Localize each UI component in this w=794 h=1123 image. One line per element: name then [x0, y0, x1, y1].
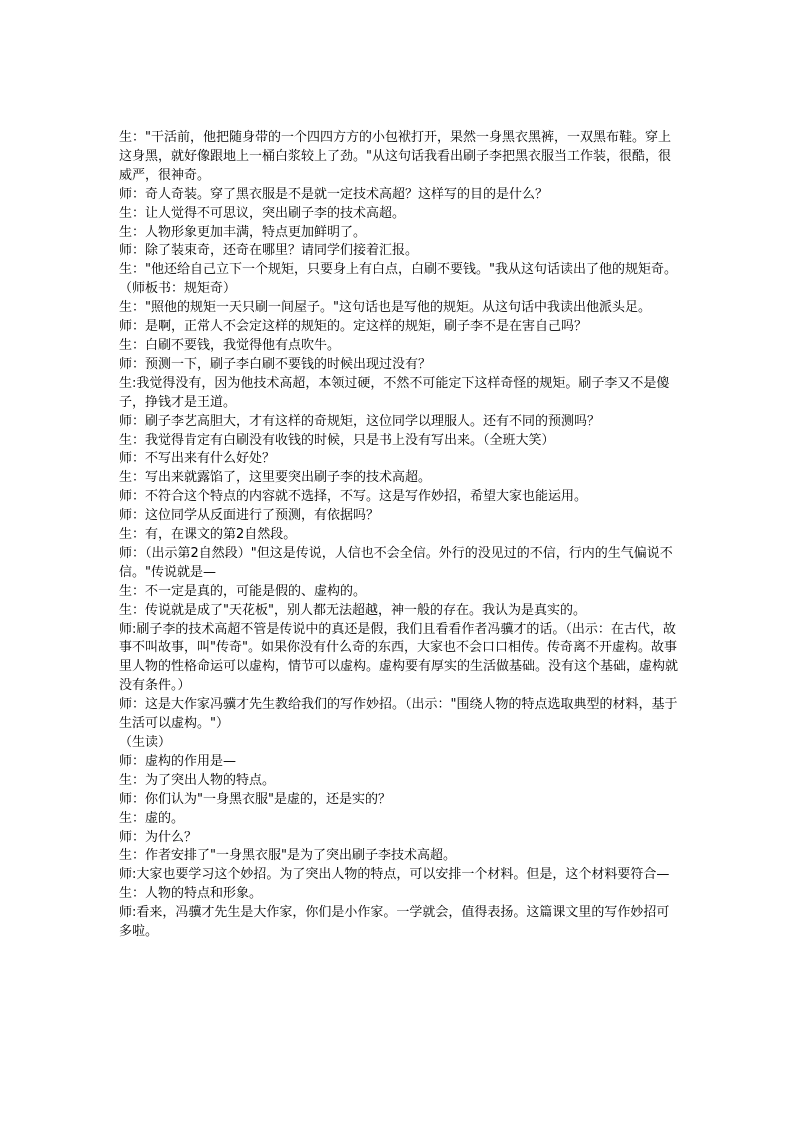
paragraph: 生："干活前，他把随身带的一个四四方方的小包袱打开，果然一身黑衣黑裤，一双黑布鞋。穿上这身黑，就好像跟地上一桶白浆较上了劲。"从这句话我看出刷子李把黑衣服当工作装，很酷，很威严，很神奇。: [119, 130, 671, 183]
paragraph: 生：虚的。: [119, 810, 185, 826]
paragraph: （生读）: [119, 735, 172, 750]
paragraph: 师：这是大作家冯骥才先生教给我们的写作妙招。（出示："围绕人物的特点选取典型的材料，基于生活可以虚构。"）: [119, 697, 678, 732]
paragraph: 生：传说就是成了"天花板"，别人都无法超越，神一般的存在。我认为是真实的。: [119, 602, 586, 618]
paragraph: 师:大家也要学习这个妙招。为了突出人物的特点，可以安排一个材料。但是，这个材料要符合—生：人物的特点和形象。: [119, 867, 670, 902]
paragraph: 生：我觉得肯定有白刷没有收钱的时候，只是书上没有写出来。（全班大笑）: [119, 432, 555, 448]
paragraph: （师板书：规矩奇）: [119, 281, 237, 297]
paragraph: 生：白刷不要钱，我觉得他有点吹牛。: [119, 337, 341, 353]
paragraph: 师：不符合这个特点的内容就不选择，不写。这是写作妙招，希望大家也能运用。: [119, 489, 588, 505]
paragraph: 生:我觉得没有，因为他技术高超，本领过硬，不然不可能定下这样奇怪的规矩。刷子李又不是傻子，挣钱才是王道。: [119, 375, 670, 410]
paragraph: 师：虚构的作用是—: [119, 753, 237, 769]
paragraph: 生：作者安排了"一身黑衣服"是为了突出刷子李技术高超。: [119, 848, 456, 864]
paragraph: 师：不写出来有什么好处？: [119, 451, 276, 467]
paragraph: 师：你们认为"一身黑衣服"是虚的，还是实的？: [119, 791, 391, 807]
paragraph: 师：是啊，正常人不会定这样的规矩的。定这样的规矩，刷子李不是在害自己吗？: [119, 319, 588, 335]
paragraph: 师：为什么？: [119, 829, 198, 845]
paragraph: 师：奇人奇装。穿了黑衣服是不是就一定技术高超？这样写的目的是什么？: [119, 186, 549, 202]
paragraph: 生："照他的规矩一天只刷一间屋子。"这句话也是写他的规矩。从这句话中我读出他派头足。: [119, 300, 651, 316]
paragraph: 生："他还给自己立下一个规矩，只要身上有白点，白刷不要钱。"我从这句话读出了他的规矩奇。: [119, 262, 677, 278]
paragraph: 师:看来，冯骥才先生是大作家，你们是小作家。一学就会，值得表扬。这篇课文里的写作妙招可多啦。: [119, 905, 670, 940]
document-body: [119, 129, 679, 942]
paragraph: 生：让人觉得不可思议，突出刷子李的技术高超。: [119, 205, 406, 221]
paragraph: 生：不一定是真的，可能是假的、虚构的。: [119, 583, 367, 599]
paragraph: 师：除了装束奇，还奇在哪里？请同学们接着汇报。: [119, 243, 419, 259]
paragraph: 师：预测一下，刷子李白刷不要钱的时候出现过没有？: [119, 356, 432, 372]
paragraph: 生：人物形象更加丰满，特点更加鲜明了。: [119, 224, 367, 240]
paragraph: 师：（出示第2自然段）"但这是传说，人信也不会全信。外行的没见过的不信，行内的生气偏说不信。"传说就是—: [119, 545, 673, 580]
paragraph: 生：有，在课文的第2自然段。: [119, 527, 297, 543]
paragraph: 师:刷子李的技术高超不管是传说中的真还是假，我们且看看作者冯骥才的话。（出示：在古代，故事不叫故事，叫"传奇"。如果你没有什么奇的东西，大家也不会口口相传。传奇离不开虚构。故事里人物的性格命运可以虚构，情节可以虚构。虚构要有厚实的生活做基础。没有这个基础，虚构就没有条件。）: [119, 621, 679, 694]
paragraph: 生：为了突出人物的特点。: [119, 772, 276, 788]
paragraph: 生：写出来就露馅了，这里要突出刷子李的技术高超。: [119, 470, 432, 486]
paragraph: 师：这位同学从反面进行了预测，有依据吗？: [119, 508, 380, 524]
paragraph: 师：刷子李艺高胆大，才有这样的奇规矩，这位同学以理服人。还有不同的预测吗？: [119, 413, 601, 429]
